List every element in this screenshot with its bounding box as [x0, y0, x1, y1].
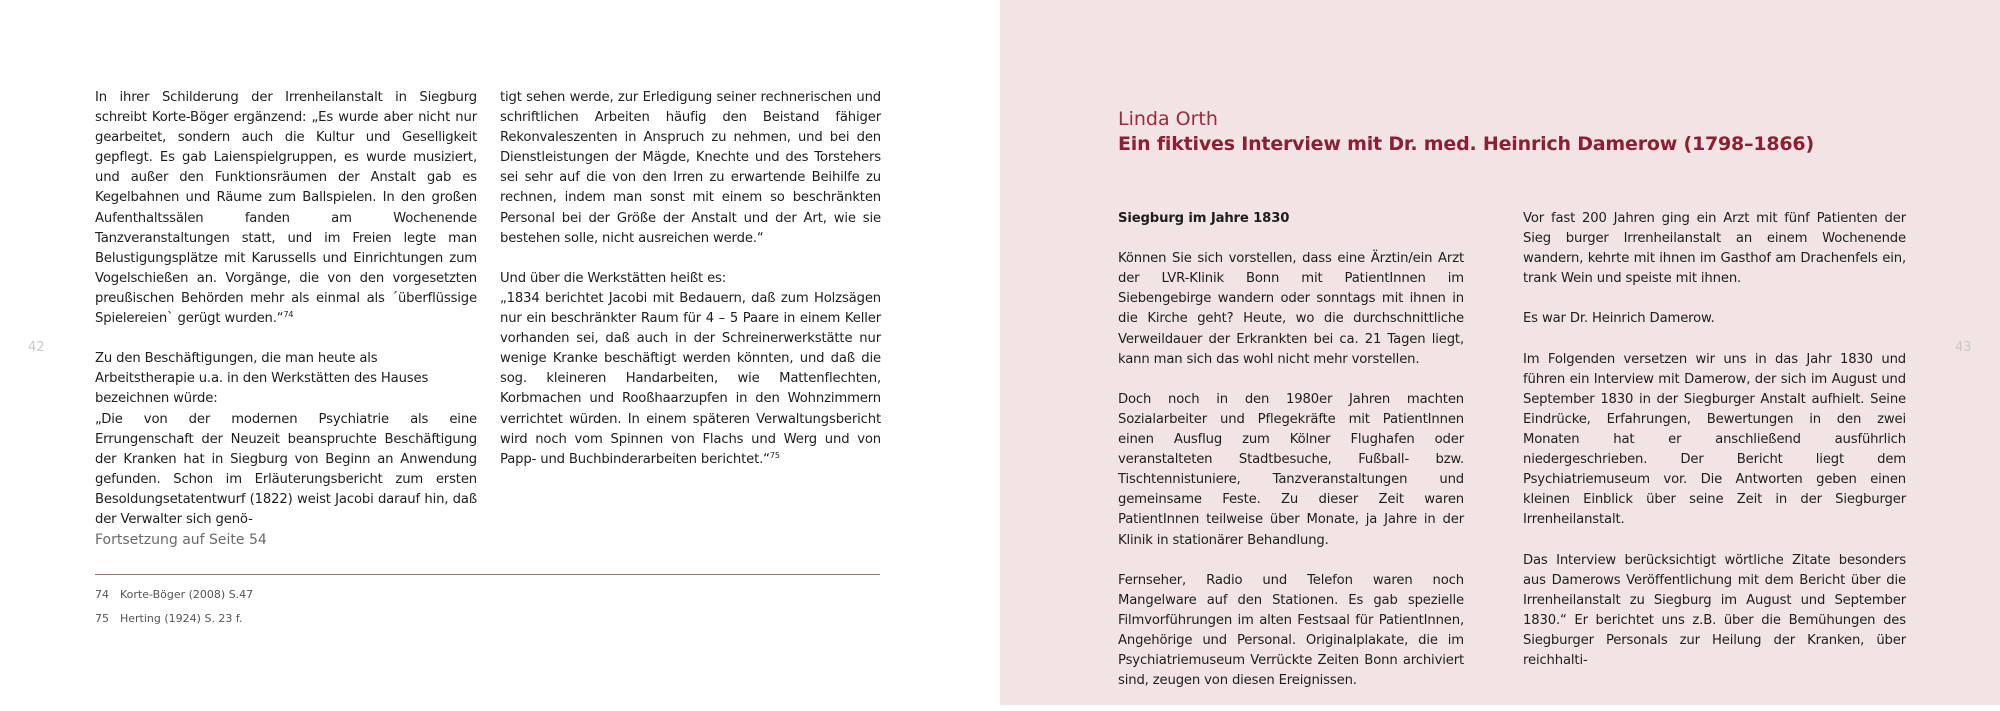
footnote-ref[interactable]: 75: [769, 450, 780, 460]
footnote-text: Korte-Böger (2008) S.47: [120, 588, 254, 601]
quote-paragraph: „Die von der modernen Psychiatrie als eine Errungenschaft der Neuzeit beanspruchte Beschäftigung der Kranken hat in Siegburg von Beginn an Anwendung gefunden. Schon im Erläuterungsbericht zum ersten Besoldungsetatentwurf (1822) weist Jacobi darauf hin, daß der Verwalter sich genö-: [95, 411, 477, 527]
paragraph: Können Sie sich vorstellen, dass eine Ärztin/ein Arzt der LVR-Klinik Bonn mit PatientInnen im Siebengebirge wandern oder sonntags mit ihnen in die Kirche geht? Heute, wo die durchschnittliche Verweildauer der Erkrankten bei ca. 21 Tagen liegt, kann man sich das wohl nicht mehr vorstellen.: [1118, 251, 1464, 367]
paragraph: Das Interview berücksichtigt wörtliche Zitate besonders aus Damerows Veröffentlichung mit dem Bericht über die Irrenheilanstalt zu Siegburg im August und September 1830.“ Er berichtet uns z.B. über die Bemühungen des Siegburger Personals zur Heilung der Kranken, über reichhalti-: [1523, 552, 1906, 669]
page-number: 42: [28, 340, 45, 355]
left-page: [0, 0, 1000, 705]
left-column-1: [95, 88, 477, 550]
paragraph: Und über die Werkstätten heißt es:: [500, 270, 727, 286]
paragraph: Fernseher, Radio und Telefon waren noch Mangelware auf den Stationen. Es gab spezielle Filmvorführungen im alten Festsaal für PatientInnen, Angehörige und Personal. Originalplakate, die im Psychiatriemuseum Verrückte Zeiten Bonn archiviert sind, zeugen von diesen Ereignissen.: [1118, 572, 1464, 689]
paragraph-text: „1834 berichtet Jacobi mit Bedauern, daß zum Holzsägen nur ein beschränkter Raum für 4 – 5 Paare in einem Keller vorhanden sei, daß auch in der Schreinerwerkstätte nur wenige Kranke beschäftigt werden könnten, und daß die sog. kleineren Handarbeiten, wie Mattenflechten, Korbmachen und Rooßhaarzupfen in den Wohnzimmern verrichtet würden. In einem späteren Verwaltungsbericht wird noch vom Spinnen von Flachs und Werg und von Papp- und Buchbinderarbeiten berichtet.“: [500, 290, 881, 467]
footnote-divider: [95, 574, 880, 575]
footnote: [95, 588, 253, 601]
right-page: [1000, 0, 2000, 705]
footnote-number: 75: [95, 612, 109, 625]
author-name: Linda Orth: [1118, 108, 1218, 130]
paragraph: [95, 88, 477, 329]
footnote: [95, 612, 243, 625]
footnote-ref[interactable]: 74: [283, 310, 294, 320]
quote-paragraph: [500, 289, 881, 470]
footnote-text: Herting (1924) S. 23 f.: [120, 612, 243, 625]
continuation-note: Fortsetzung auf Seite 54: [95, 532, 267, 548]
paragraph: Vor fast 200 Jahren ging ein Arzt mit fünf Patienten der Sieg burger Irrenheilanstalt an einem Wochenende wandern, kehrte mit ihnen im Gasthof am Drachenfels ein, trank Wein und speiste mit ihnen.: [1523, 211, 1906, 287]
page-number: 43: [1955, 340, 1972, 355]
paragraph: Es war Dr. Heinrich Damerow.: [1523, 311, 1715, 327]
section-heading: Siegburg im Jahre 1830: [1118, 211, 1290, 226]
article-title: Ein fiktives Interview mit Dr. med. Heinrich Damerow (1798–1866): [1118, 133, 1814, 155]
paragraph-text: In ihrer Schilderung der Irrenheilanstalt in Siegburg schreibt Korte-Böger ergänzend: „Es wurde aber nicht nur gearbeitet, sondern auch die Kultur und Geselligkeit gepflegt. Es gab Laienspielgruppen, es wurde musiziert, und außer den Funktionsräumen der Anstalt gab es Kegelbahnen und Räume zum Ballspielen. In den großen Aufenthaltssälen fanden am Wochenende Tanzveranstaltungen statt, und im Freien legte man Belustigungsplätze mit Karussells und Einrichtungen zum Vogelschießen an. Vorgänge, die von den vorgesetzten preußischen Behörden mehr als einmal als ´überflüssige Spielereien` gerügt wurden.“: [95, 90, 477, 327]
paragraph: Zu den Beschäftigungen, die man heute als Arbeitstherapie u.a. in den Werkstätten des Hauses bezeichnen würde:: [95, 351, 429, 407]
paragraph: Im Folgenden versetzen wir uns in das Jahr 1830 und führen ein Interview mit Damerow, der sich im August und September 1830 in der Siegburger Anstalt aufhielt. Seine Eindrücke, Erfahrungen, Bewertungen in den zwei Monaten hat er anschließend ausführlich niedergeschrieben. Der Bericht liegt dem Psychiatriemuseum vor. Die Antworten geben einen kleinen Einblick über seine Zeit in der Siegburger Irrenheilanstalt.: [1523, 351, 1906, 528]
footnote-number: 74: [95, 588, 109, 601]
right-column-1: [1118, 209, 1464, 711]
left-column-2: [500, 88, 881, 490]
right-column-2: [1523, 209, 1906, 691]
quote-paragraph: tigt sehen werde, zur Erledigung seiner rechnerischen und schriftlichen Arbeiten häufig den Beistand fähiger Rekonvaleszenten in Anspruch zu nehmen, und bei den Dienstleistungen der Mägde, Knechte und des Torstehers sei sehr auf die von den Irren zu erwartende Beihilfe zu rechnen, indem man sonst mit einem so beschränkten Personal bei der Größe der Anstalt und der Art, wie sie bestehen solle, nicht ausreichen werde.“: [500, 90, 881, 246]
paragraph: Doch noch in den 1980er Jahren machten Sozialarbeiter und Pflegekräfte mit PatientInnen einen Ausflug zum Kölner Flughafen oder veranstalteten Stadtbesuche, Fußball- bzw. Tischtennistuniere, Tanzveranstaltungen und gemeinsame Feste. Zu dieser Zeit waren PatientInnen teilweise über Monate, ja Jahre in der Klinik in stationärer Behandlung.: [1118, 391, 1464, 548]
